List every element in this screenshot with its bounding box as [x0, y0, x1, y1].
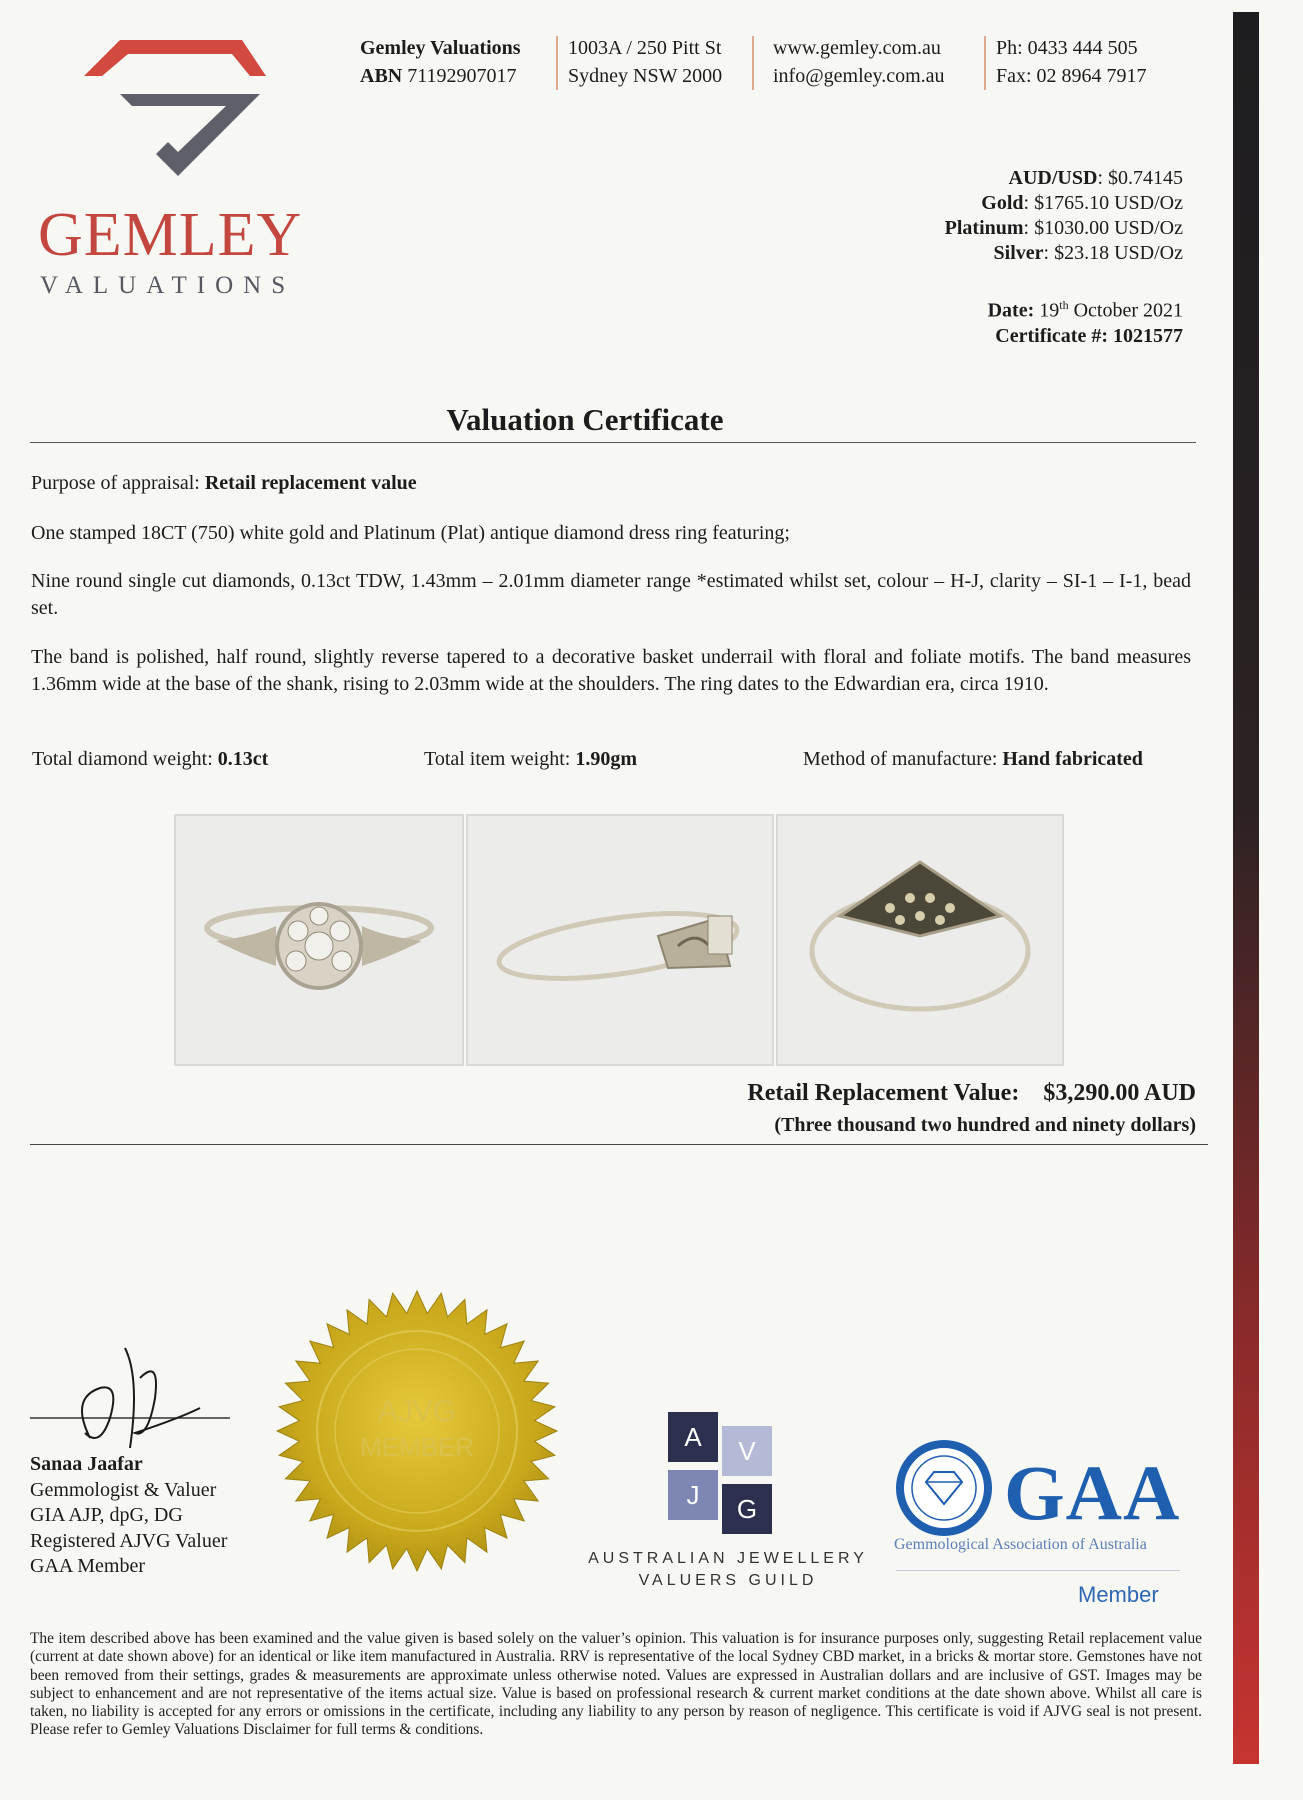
purpose-label: Purpose of appraisal:: [31, 472, 205, 494]
avjg-caption: [568, 1548, 888, 1592]
gaa-wordmark: GAA: [1004, 1449, 1181, 1536]
platinum-label: Platinum: [944, 217, 1024, 239]
description-paragraph-2: Nine round single cut diamonds, 0.13ct TDW, 1.43mm – 2.01mm diameter range *estimated whilst set, colour – H-J, clarity – SI-1 – I-1, bead set.: [31, 570, 1191, 619]
avjg-caption-line-2: VALUERS GUILD: [638, 1572, 818, 1589]
description-paragraph-3: The band is polished, half round, slightly reverse tapered to a decorative basket underrail with floral and foliate motifs. The band measures 1.36mm wide at the base of the shank, rising to 2.03mm wide at the shoulders. The ring dates to the Edwardian era, circa 1910.: [31, 646, 1191, 695]
seal-line-2: MEMBER: [359, 1432, 475, 1462]
aud-usd-value: : $0.74145: [1097, 167, 1183, 189]
retail-value-label: Retail Replacement Value:: [747, 1080, 1020, 1106]
website-link[interactable]: www.gemley.com.au: [773, 37, 941, 59]
phone-block: [996, 34, 1147, 90]
avjg-letter-g: G: [722, 1484, 772, 1534]
gaa-divider: [896, 1570, 1180, 1571]
value-rule: [30, 1144, 1208, 1145]
manufacture-value: Hand fabricated: [1002, 748, 1143, 770]
company-block: [360, 34, 521, 90]
gaa-emblem: [896, 1440, 992, 1536]
abn-label: ABN: [360, 65, 403, 87]
diamond-weight: [32, 748, 268, 771]
address-line-1: 1003A / 250 Pitt St: [568, 37, 722, 59]
ring-photo-side: [466, 814, 774, 1066]
gold-seal-icon: [272, 1286, 562, 1576]
signatory-title: Gemmologist & Valuer: [30, 1478, 217, 1501]
manufacture-method: [803, 748, 1143, 771]
date-day: 19: [1039, 299, 1060, 322]
ajvg-gold-seal: [272, 1286, 562, 1576]
logo-subtitle: VALUATIONS: [40, 272, 296, 299]
avjg-letter-j: J: [668, 1470, 718, 1520]
avjg-logo: [668, 1412, 780, 1538]
gold-value: : $1765.10 USD/Oz: [1023, 192, 1183, 214]
fax-number: Fax: 02 8964 7917: [996, 65, 1147, 87]
item-weight-label: Total item weight:: [424, 748, 576, 770]
logo-wordmark: GEMLEY: [38, 201, 303, 269]
description-paragraph-1: One stamped 18CT (750) white gold and Platinum (Plat) antique diamond dress ring featuring;: [31, 522, 790, 544]
certificate-label: Certificate #:: [995, 324, 1108, 347]
signature-image: [30, 1338, 240, 1458]
gemley-logo: [80, 34, 280, 184]
date-month-year: October 2021: [1073, 299, 1183, 322]
address-block: [568, 34, 722, 90]
ring-top-view-image: [176, 816, 462, 1064]
email-link[interactable]: info@gemley.com.au: [773, 65, 945, 87]
ring-photo-top: [174, 814, 464, 1066]
signatory-qualifications: GIA AJP, dpG, DG: [30, 1504, 183, 1526]
silver-value: : $23.18 USD/Oz: [1043, 242, 1183, 264]
gaa-fullname: Gemmological Association of Australia: [894, 1536, 1147, 1553]
header-divider: [984, 36, 986, 90]
header-divider: [752, 36, 754, 90]
diamond-weight-label: Total diamond weight:: [32, 748, 218, 770]
side-gradient-bar: [1233, 12, 1259, 1764]
ring-photo-underside: [776, 814, 1064, 1066]
platinum-value: : $1030.00 USD/Oz: [1023, 217, 1183, 239]
avjg-caption-line-1: AUSTRALIAN JEWELLERY: [588, 1550, 868, 1567]
avjg-letter-v: V: [722, 1426, 772, 1476]
signatory-block: [30, 1452, 227, 1580]
purpose-value: Retail replacement value: [204, 472, 417, 494]
phone-number: Ph: 0433 444 505: [996, 37, 1138, 59]
header-divider: [556, 36, 558, 90]
date-suffix: th: [1059, 298, 1069, 312]
diamond-weight-value: 0.13ct: [217, 748, 269, 770]
address-line-2: Sydney NSW 2000: [568, 65, 723, 87]
web-block: [773, 34, 945, 90]
gem-logo-icon: [80, 34, 280, 184]
gaa-member-label: Member: [1078, 1582, 1159, 1607]
retail-value-words: (Three thousand two hundred and ninety dollars): [774, 1114, 1196, 1136]
signatory-registration: Registered AJVG Valuer: [30, 1529, 228, 1552]
gaa-diamond-emblem-icon: [896, 1440, 992, 1536]
purpose-line: [31, 470, 1191, 497]
ring-side-view-image: [468, 816, 772, 1064]
certificate-meta: [988, 293, 1183, 349]
retail-value: [747, 1080, 1196, 1107]
seal-line-1: AJVG: [377, 1395, 457, 1428]
ring-underside-view-image: [778, 816, 1062, 1064]
title-rule: [30, 442, 1196, 443]
manufacture-label: Method of manufacture:: [803, 748, 1003, 770]
company-name: Gemley Valuations: [360, 37, 521, 59]
gold-label: Gold: [981, 192, 1024, 214]
silver-label: Silver: [993, 242, 1044, 264]
market-rates: [945, 166, 1183, 266]
signatory-name: Sanaa Jaafar: [30, 1453, 143, 1475]
certificate-number: 1021577: [1113, 324, 1183, 347]
signatory-membership: GAA Member: [30, 1555, 145, 1577]
item-weight: [424, 748, 637, 771]
handwritten-signature-icon: [30, 1338, 240, 1458]
date-label: Date:: [987, 299, 1035, 322]
abn-number: 71192907017: [407, 65, 517, 87]
item-weight-value: 1.90gm: [575, 748, 638, 770]
disclaimer-text: The item described above has been examined and the value given is based solely on the valuer’s opinion. This valuation is for insurance purposes only, suggesting Retail replacement value (current at date shown above) for an identical or like item manufactured in Australia. RRV is representative of the local Sydney CBD market, in a bricks & mortar store. Gemstones have not been removed from their settings, grades & measurements are approximate unless otherwise noted. Values are expressed in Australian dollars and are inclusive of GST. Images may be subject to enhancement and are not representative of the items actual size. Value is based on professional research & current market conditions at the date shown above. Whilst all care is taken, no liability is accepted for any errors or omissions in the certificate, including any liability to any person by reason of negligence. This certificate is void if AJVG seal is not present. Please refer to Gemley Valuations Disclaimer for full terms & conditions.: [30, 1630, 1202, 1739]
aud-usd-label: AUD/USD: [1008, 167, 1098, 189]
retail-value-amount: $3,290.00 AUD: [1043, 1080, 1196, 1106]
avjg-letter-a: A: [668, 1412, 718, 1462]
page-title: Valuation Certificate: [446, 402, 724, 437]
